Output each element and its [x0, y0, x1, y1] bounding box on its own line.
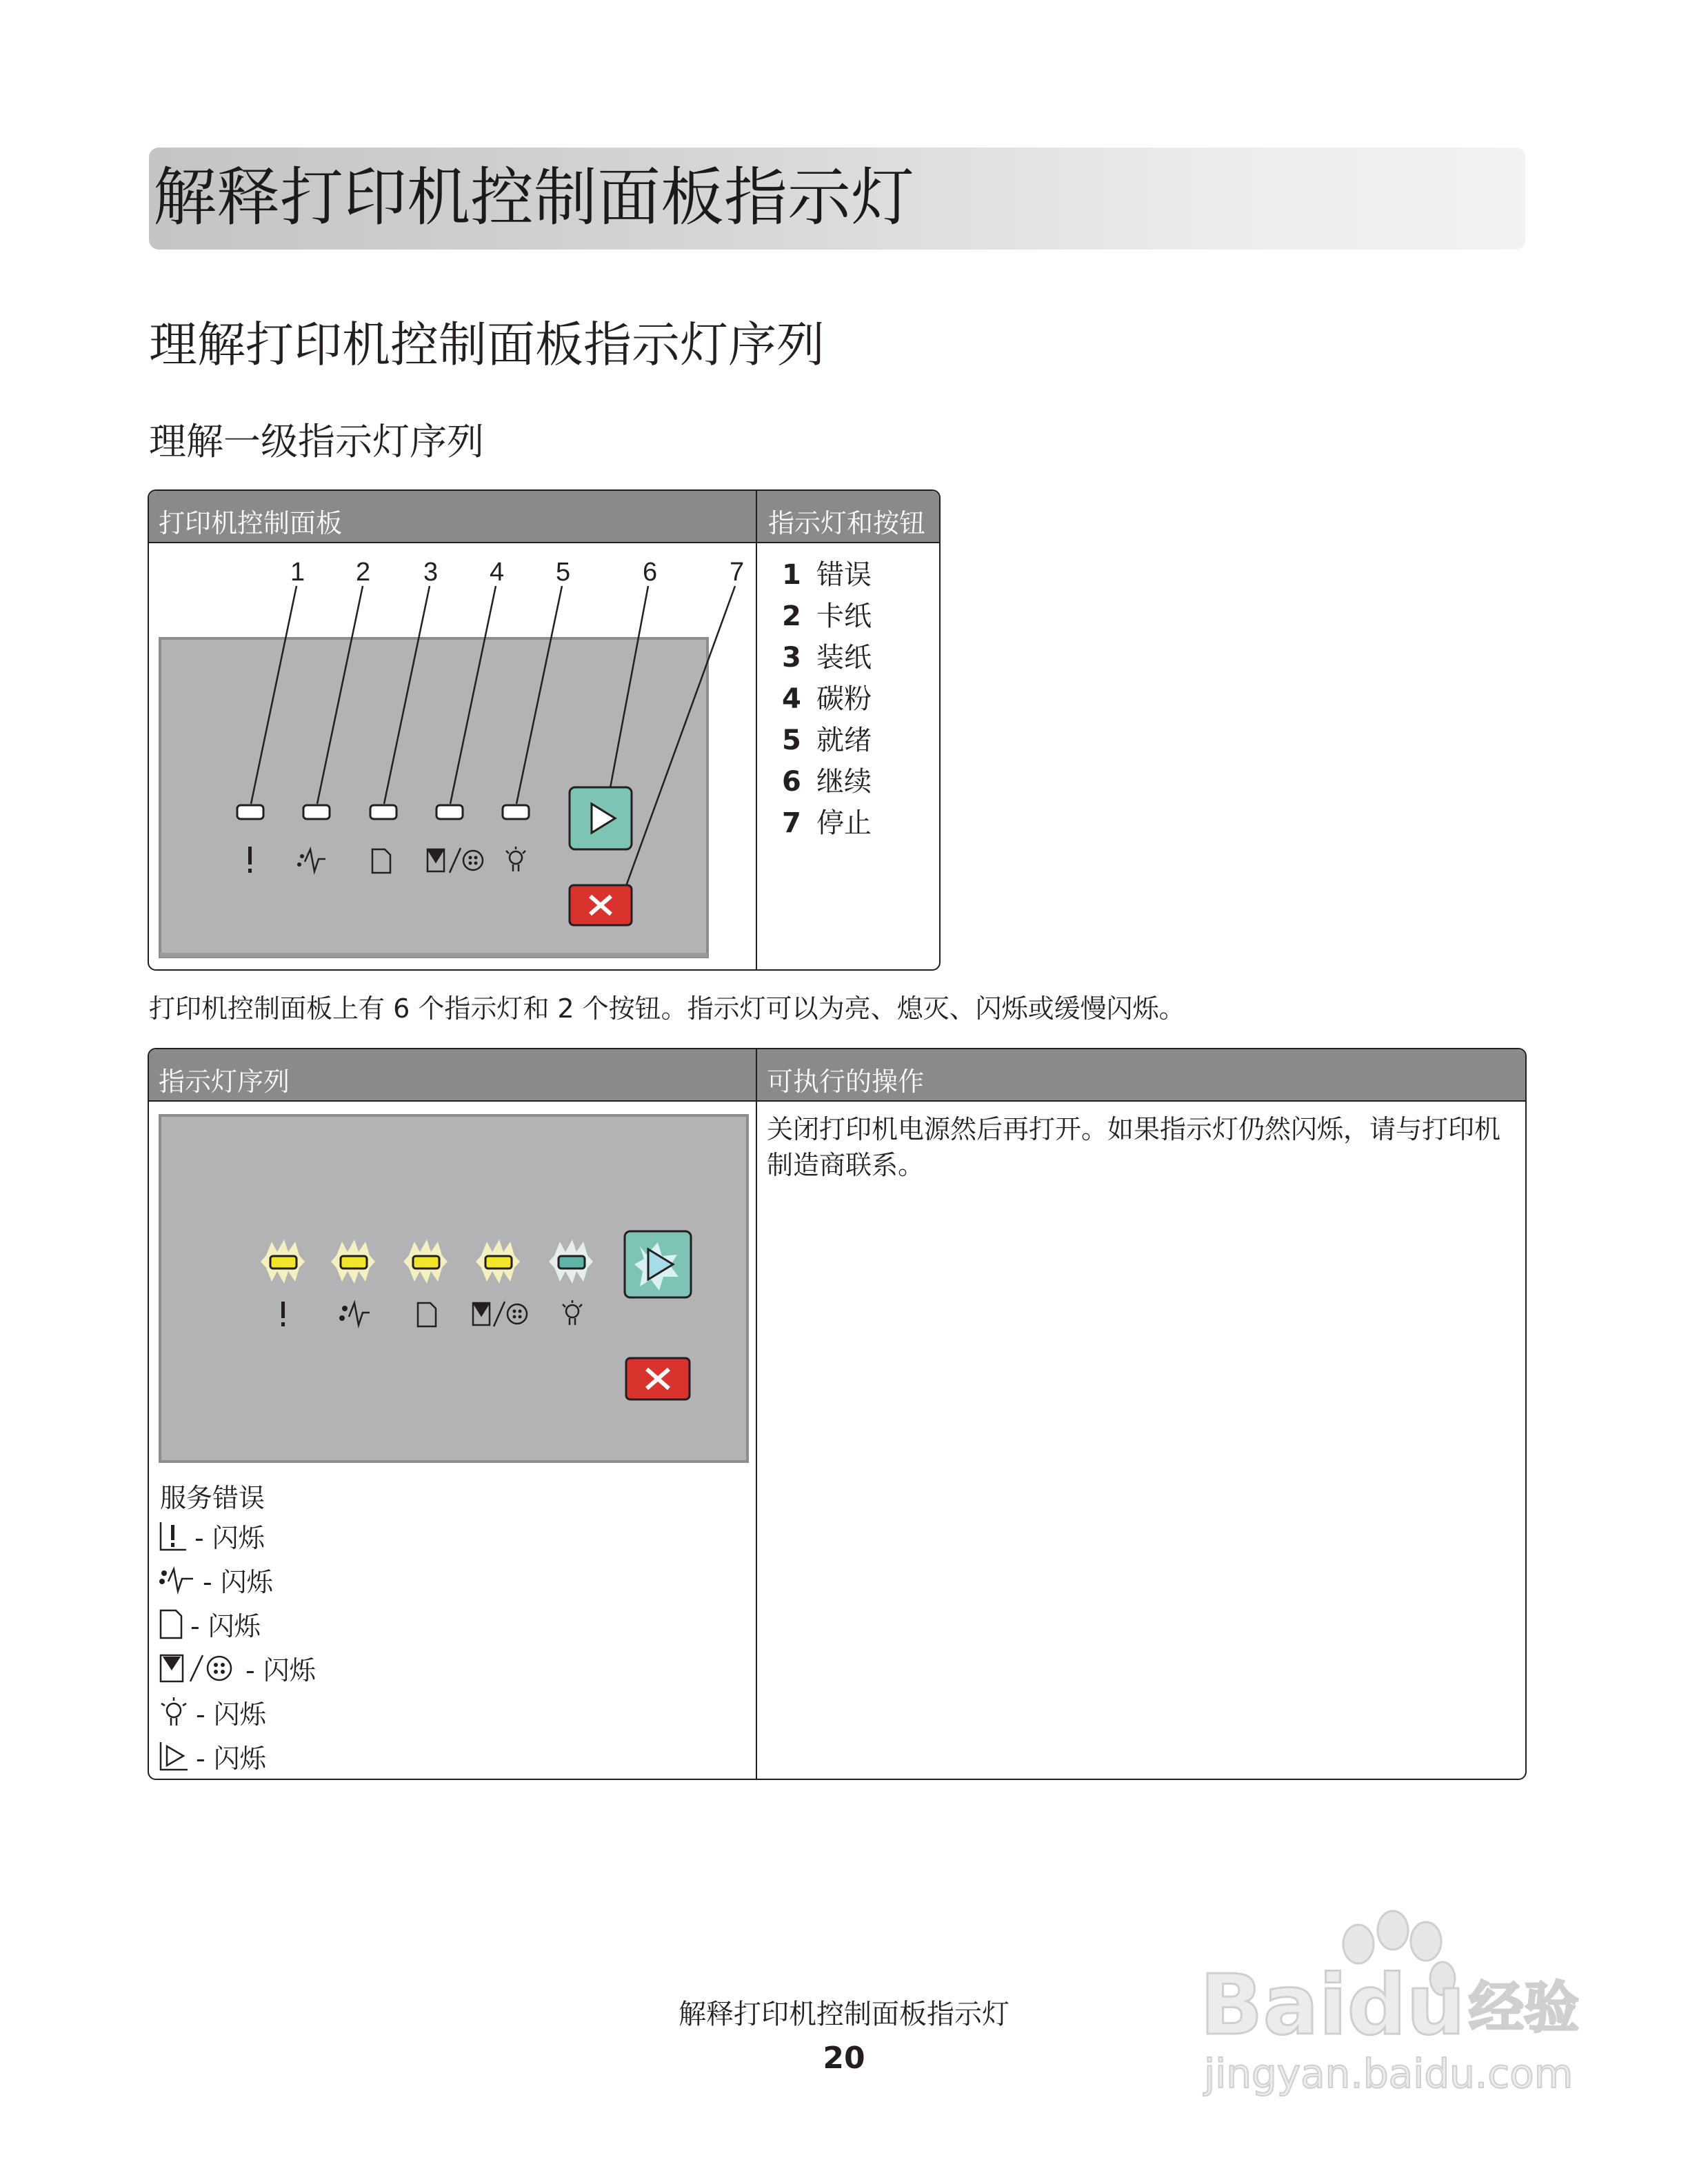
baidu-watermark-logo — [1186, 1903, 1586, 2110]
legend-item: 2 卡纸 — [782, 600, 872, 632]
watermark-brand: Baidu — [1200, 1958, 1465, 2054]
column-header-sequence: 指示灯序列 — [159, 1066, 290, 1097]
state-row: - 闪烁 — [159, 1693, 266, 1731]
sequence-name: 服务错误 — [160, 1483, 265, 1513]
callout-6: 6 — [643, 558, 658, 587]
paper-jam-icon — [159, 1565, 196, 1595]
led-ready — [503, 805, 529, 819]
toner-icon — [159, 1652, 239, 1684]
continue-button-flashing — [625, 1231, 691, 1297]
callout-5: 5 — [556, 558, 571, 587]
column-divider — [756, 491, 757, 969]
chapter-title: 解释打印机控制面板指示灯 — [153, 161, 915, 234]
watermark-brand-cn: 经验 — [1469, 1976, 1579, 2040]
watermark-url: jingyan.baidu.com — [1204, 2050, 1574, 2097]
stop-button — [626, 1358, 690, 1399]
legend-item: 1 错误 — [782, 559, 872, 591]
service-error-panel-diagram — [149, 1102, 756, 1467]
legend-item: 3 装纸 — [782, 642, 872, 674]
error-icon — [281, 1302, 285, 1318]
table-header — [149, 491, 939, 543]
continue-icon — [159, 1741, 189, 1772]
callout-3: 3 — [423, 558, 439, 587]
footer-title: 解释打印机控制面板指示灯 — [679, 1999, 1009, 2030]
state-row: - 闪烁 — [159, 1605, 261, 1643]
error-icon — [248, 847, 252, 865]
table-header — [149, 1049, 1525, 1102]
panel-caption: 打印机控制面板上有 6 个指示灯和 2 个按钮。指示灯可以为亮、熄灭、闪烁或缓慢闪烁。 — [149, 993, 1185, 1024]
column-header-panel: 打印机控制面板 — [159, 508, 343, 538]
light-sequence-table — [148, 1048, 1527, 1780]
state-row: - 闪烁 — [159, 1561, 273, 1599]
subsection-title: 理解一级指示灯序列 — [149, 420, 484, 463]
page-number: 20 — [823, 2041, 865, 2076]
callout-4: 4 — [490, 558, 505, 587]
stop-button — [570, 885, 632, 925]
callout-2: 2 — [356, 558, 371, 587]
legend-item: 7 停止 — [782, 807, 872, 839]
legend-item: 4 碳粉 — [782, 683, 872, 715]
led-paper-jam — [303, 805, 330, 819]
legend-item: 5 就绪 — [782, 725, 872, 756]
callout-7: 7 — [730, 558, 745, 587]
state-row: - 闪烁 — [159, 1737, 266, 1775]
led-error — [237, 805, 263, 819]
state-row: - 闪烁 — [159, 1649, 316, 1687]
column-header-action: 可执行的操作 — [767, 1066, 925, 1097]
led-load-paper — [370, 805, 396, 819]
load-paper-icon — [159, 1608, 183, 1640]
led-toner — [436, 805, 463, 819]
action-description: 关闭打印机电源然后再打开。如果指示灯仍然闪烁，请与打印机制造商联系。 — [767, 1114, 1501, 1180]
error-icon — [159, 1521, 188, 1551]
callout-1: 1 — [290, 558, 305, 587]
section-title: 理解打印机控制面板指示灯序列 — [149, 316, 825, 373]
continue-button — [570, 787, 632, 849]
state-row: - 闪烁 — [159, 1517, 265, 1555]
legend-item: 6 继续 — [782, 766, 872, 798]
control-panel-diagram — [149, 543, 756, 968]
column-divider — [756, 1049, 757, 1779]
ready-icon — [159, 1697, 189, 1728]
control-panel-table — [148, 489, 941, 971]
column-header-lights: 指示灯和按钮 — [768, 508, 926, 538]
